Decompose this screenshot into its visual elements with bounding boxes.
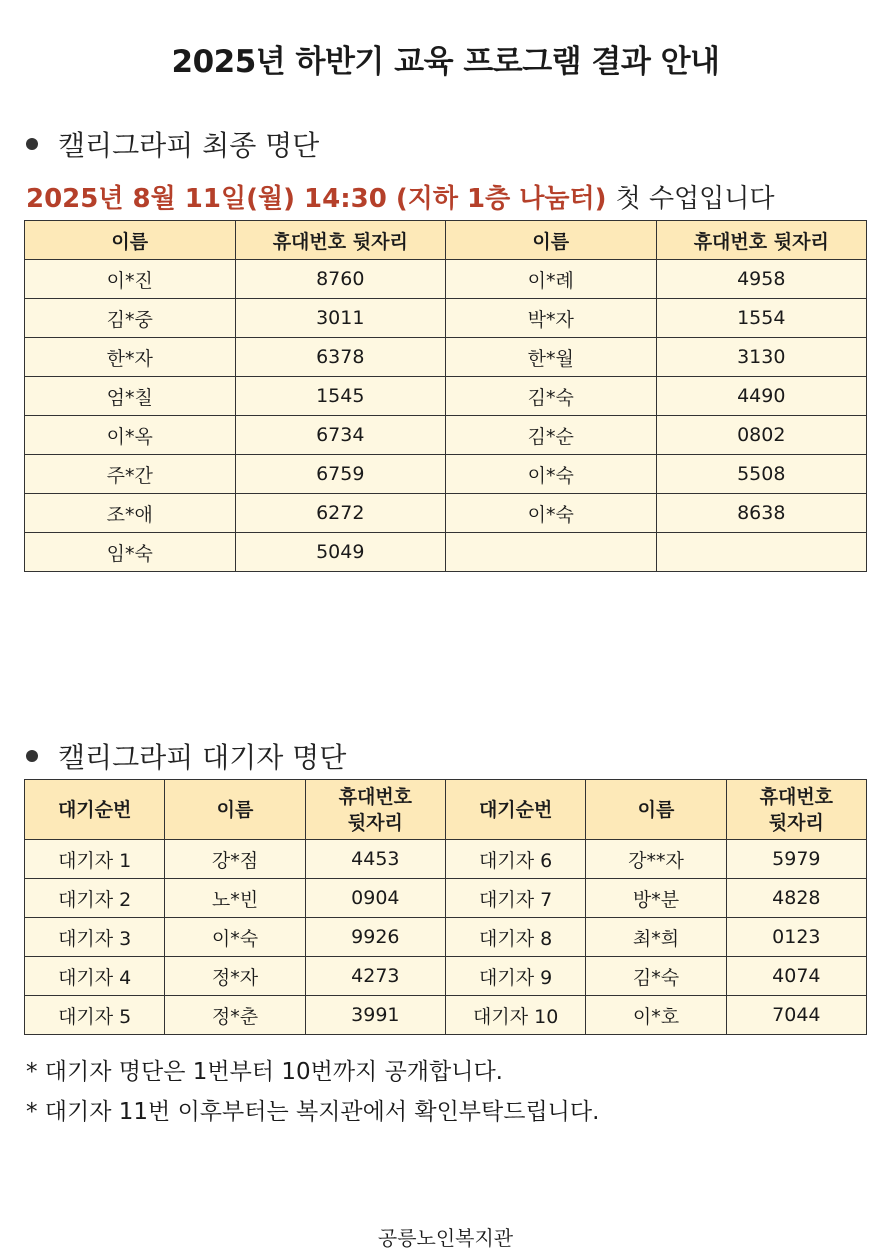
table-cell: 6734 <box>235 416 446 455</box>
table-cell: 5508 <box>656 455 867 494</box>
table-cell: 8760 <box>235 260 446 299</box>
column-header: 이름 <box>446 221 657 260</box>
table-cell: 6378 <box>235 338 446 377</box>
table-cell: 6759 <box>235 455 446 494</box>
table-cell: 1545 <box>235 377 446 416</box>
table-cell: 3991 <box>305 996 445 1035</box>
column-header: 휴대번호 뒷자리 <box>235 221 446 260</box>
table-cell: 대기자 9 <box>445 957 585 996</box>
table-cell: 이*숙 <box>446 455 657 494</box>
table-cell: 5049 <box>235 533 446 572</box>
column-header: 이름 <box>165 780 305 840</box>
table-cell: 정*자 <box>165 957 305 996</box>
table-row <box>25 260 867 299</box>
table-cell: 대기자 7 <box>445 879 585 918</box>
table-row <box>25 879 867 918</box>
table-cell: 김*중 <box>25 299 236 338</box>
table-cell: 강**자 <box>586 840 726 879</box>
table-cell: 최*희 <box>586 918 726 957</box>
table-cell: 주*간 <box>25 455 236 494</box>
table-cell <box>446 533 657 572</box>
table-cell: 김*순 <box>446 416 657 455</box>
table-cell: 4828 <box>726 879 866 918</box>
table-cell: 노*빈 <box>165 879 305 918</box>
table-cell: 5979 <box>726 840 866 879</box>
table-cell: 0904 <box>305 879 445 918</box>
table-cell: 이*진 <box>25 260 236 299</box>
table-cell: 대기자 10 <box>445 996 585 1035</box>
table-cell: 대기자 8 <box>445 918 585 957</box>
table-cell: 4273 <box>305 957 445 996</box>
table-cell: 조*애 <box>25 494 236 533</box>
table-cell: 3130 <box>656 338 867 377</box>
table-cell: 7044 <box>726 996 866 1035</box>
table-cell: 강*점 <box>165 840 305 879</box>
table-row <box>25 494 867 533</box>
table-cell: 6272 <box>235 494 446 533</box>
table-row <box>25 416 867 455</box>
table-cell: 이*호 <box>586 996 726 1035</box>
class-start-text: 첫 수업입니다 <box>615 184 775 214</box>
table-cell: 이*옥 <box>25 416 236 455</box>
table-cell: 임*숙 <box>25 533 236 572</box>
class-start-datetime: 2025년 8월 11일(월) 14:30 (지하 1층 나눔터) <box>26 184 607 214</box>
column-header: 휴대번호 뒷자리 <box>726 780 866 840</box>
table-row <box>25 918 867 957</box>
table-cell: 4074 <box>726 957 866 996</box>
table-cell: 대기자 1 <box>25 840 165 879</box>
table-row <box>25 377 867 416</box>
table-cell: 4958 <box>656 260 867 299</box>
table-cell: 4453 <box>305 840 445 879</box>
table-cell: 0802 <box>656 416 867 455</box>
footnote: * 대기자 11번 이후부터는 복지관에서 확인부탁드립니다. <box>26 1099 600 1125</box>
table-cell: 9926 <box>305 918 445 957</box>
table-cell: 정*춘 <box>165 996 305 1035</box>
table-cell: 한*자 <box>25 338 236 377</box>
table-cell: 0123 <box>726 918 866 957</box>
column-header: 이름 <box>25 221 236 260</box>
table-cell: 4490 <box>656 377 867 416</box>
class-start-notice <box>26 178 775 215</box>
final-list-heading-text: 캘리그라피 최종 명단 <box>58 129 320 162</box>
table-cell: 한*월 <box>446 338 657 377</box>
table-cell: 방*분 <box>586 879 726 918</box>
organization-name: 공릉노인복지관 <box>377 1226 514 1250</box>
table-header-row <box>25 221 867 260</box>
table-cell <box>656 533 867 572</box>
table-row <box>25 455 867 494</box>
table-cell: 3011 <box>235 299 446 338</box>
table-cell: 8638 <box>656 494 867 533</box>
final-list-table <box>24 220 867 572</box>
table-cell: 박*자 <box>446 299 657 338</box>
table-cell: 이*례 <box>446 260 657 299</box>
table-cell: 1554 <box>656 299 867 338</box>
table-cell: 이*숙 <box>446 494 657 533</box>
table-row <box>25 996 867 1035</box>
footnotes <box>26 1052 599 1132</box>
page-title: 2025년 하반기 교육 프로그램 결과 안내 <box>171 44 720 80</box>
table-cell: 이*숙 <box>165 918 305 957</box>
table-cell: 대기자 5 <box>25 996 165 1035</box>
table-row <box>25 533 867 572</box>
waitlist-heading-text: 캘리그라피 대기자 명단 <box>58 741 347 774</box>
table-cell: 대기자 2 <box>25 879 165 918</box>
table-row <box>25 338 867 377</box>
column-header: 대기순번 <box>445 780 585 840</box>
table-cell: 김*숙 <box>586 957 726 996</box>
column-header: 휴대번호 뒷자리 <box>305 780 445 840</box>
column-header: 휴대번호 뒷자리 <box>656 221 867 260</box>
bullet-icon <box>26 138 38 150</box>
table-cell: 대기자 3 <box>25 918 165 957</box>
column-header: 이름 <box>586 780 726 840</box>
column-header: 대기순번 <box>25 780 165 840</box>
final-list-heading <box>26 124 319 164</box>
table-row <box>25 840 867 879</box>
bullet-icon <box>26 750 38 762</box>
table-header-row <box>25 780 867 840</box>
table-cell: 김*숙 <box>446 377 657 416</box>
waitlist-table <box>24 779 867 1035</box>
table-row <box>25 957 867 996</box>
table-cell: 엄*칠 <box>25 377 236 416</box>
table-cell: 대기자 6 <box>445 840 585 879</box>
table-row <box>25 299 867 338</box>
table-cell: 대기자 4 <box>25 957 165 996</box>
footnote: * 대기자 명단은 1번부터 10번까지 공개합니다. <box>26 1059 503 1085</box>
waitlist-heading <box>26 736 346 776</box>
